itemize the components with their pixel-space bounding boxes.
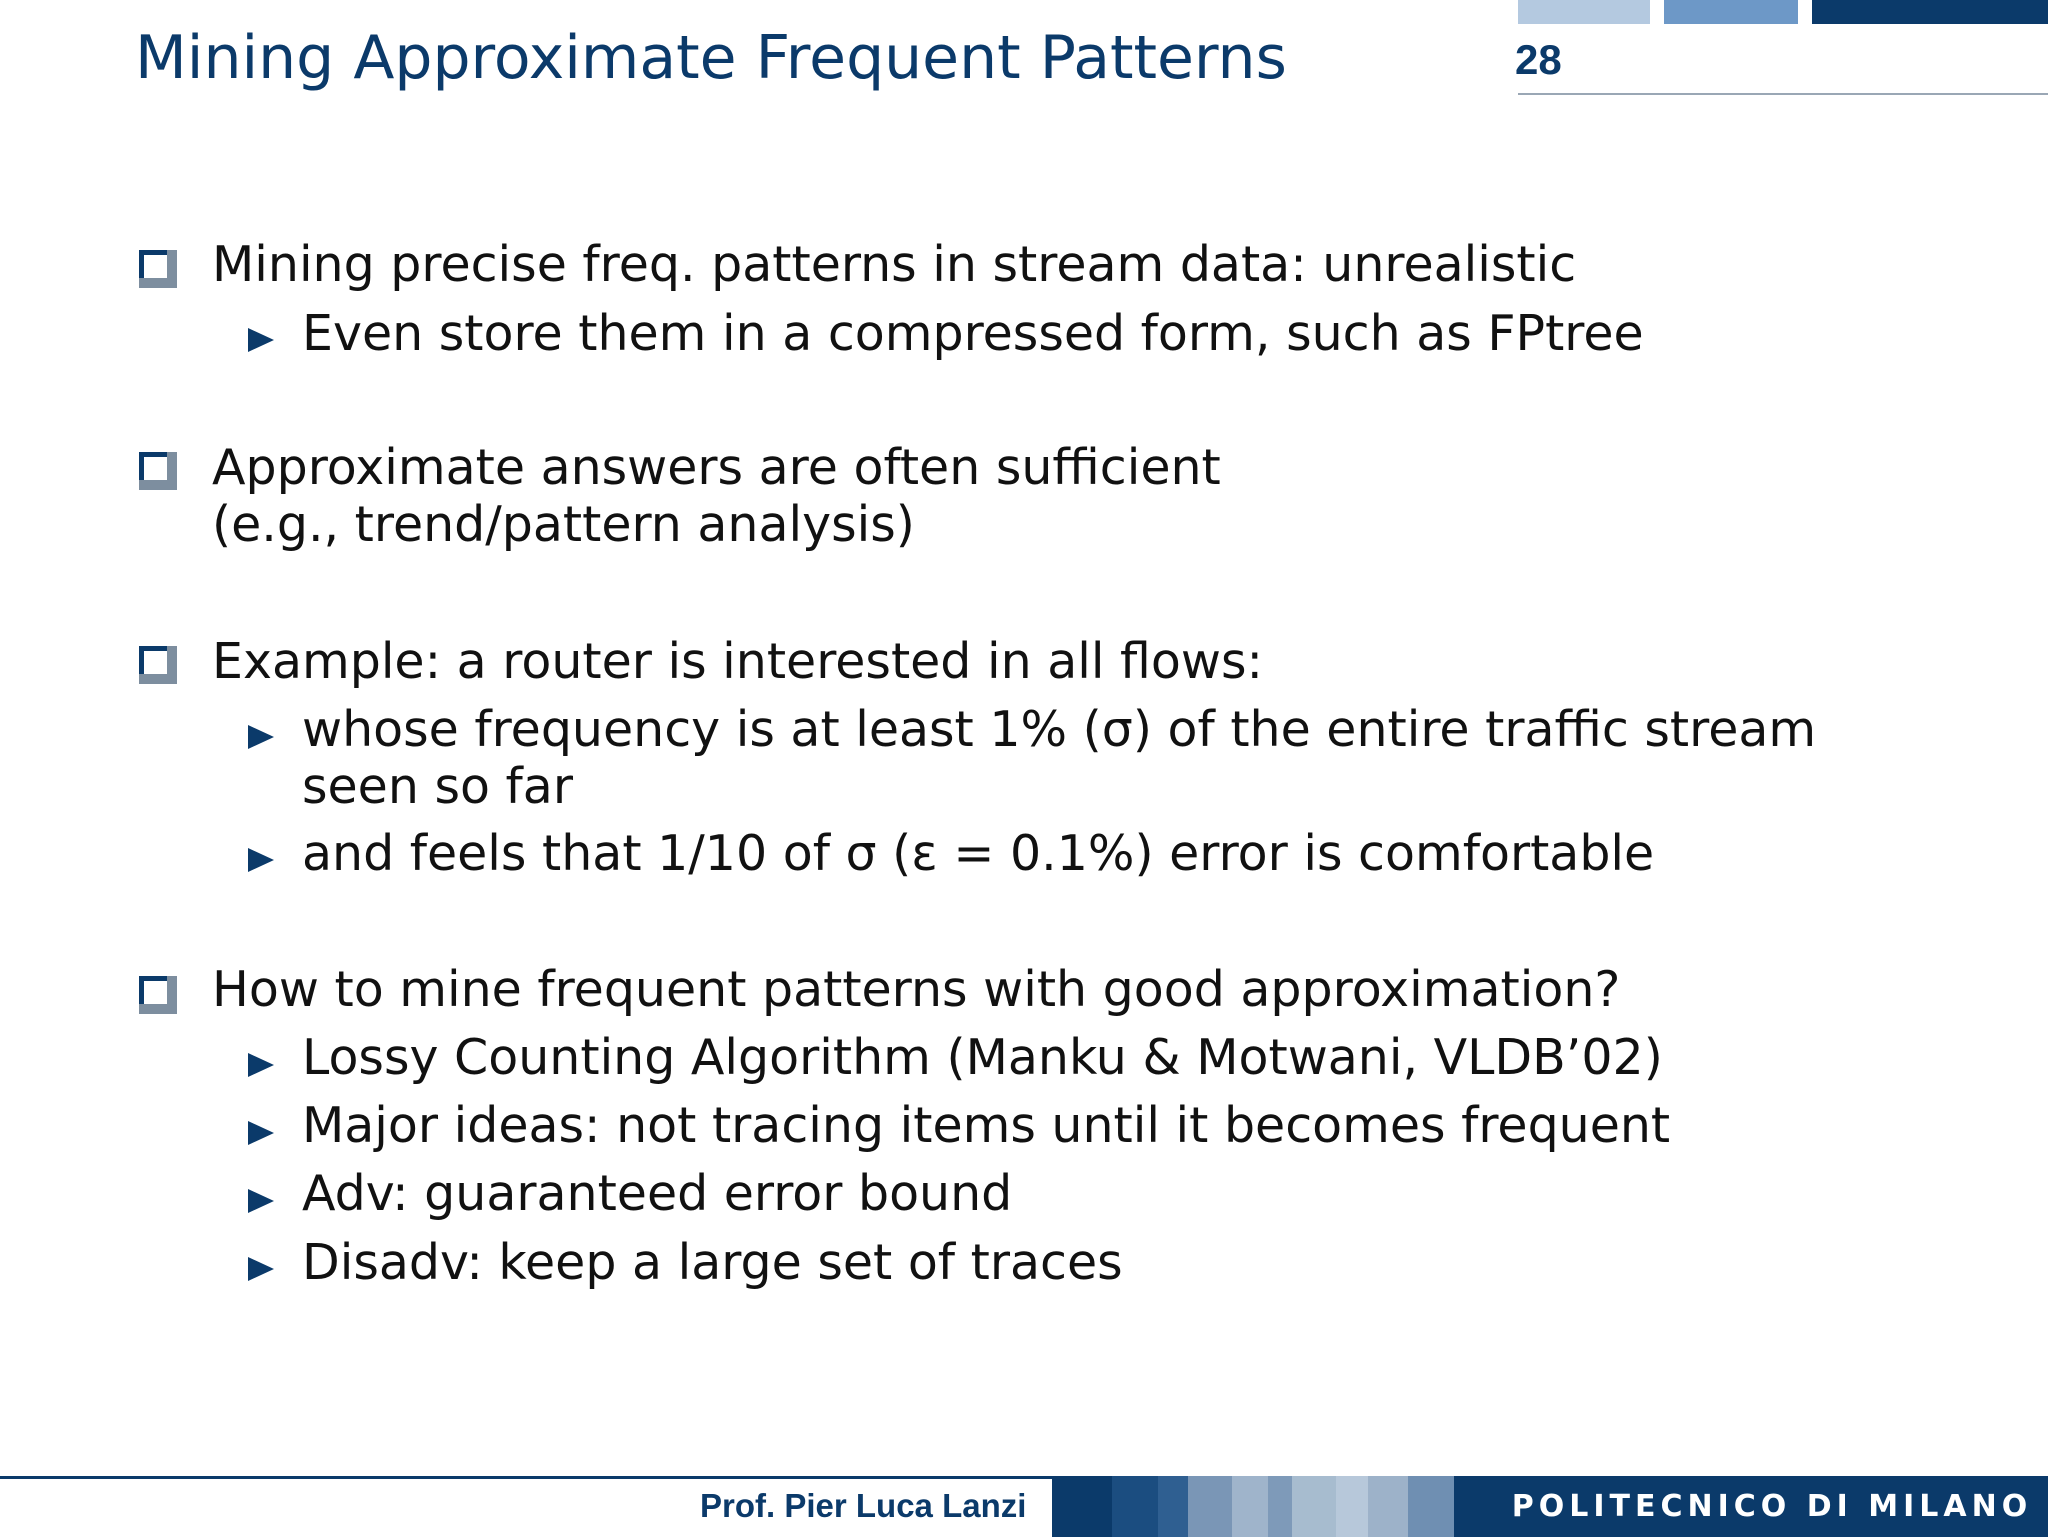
arrow-bullet-icon — [248, 725, 274, 749]
sub-bullet-text: Adv: guaranteed error bound — [302, 1165, 1013, 1222]
sub-bullet-text: whose frequency is at least 1% (σ) of the entire traffic stream — [302, 701, 1817, 758]
slide-title: Mining Approximate Frequent Patterns — [135, 23, 1287, 93]
sub-bullet-text: Disadv: keep a large set of traces — [302, 1234, 1123, 1291]
arrow-bullet-icon — [248, 848, 274, 872]
slide-number: 28 — [1515, 36, 1562, 83]
checkbox-bullet-icon — [139, 250, 172, 283]
sub-bullet-text: Even store them in a compressed form, such as FPtree — [302, 305, 1644, 362]
footer-author: Prof. Pier Luca Lanzi — [700, 1487, 1027, 1524]
arrow-bullet-icon — [248, 1257, 274, 1281]
institution-logo-text — [1496, 1476, 2048, 1537]
checkbox-bullet-icon — [139, 646, 172, 679]
bullet-text: How to mine frequent patterns with good approximation? — [212, 961, 1621, 1018]
checkbox-bullet-icon — [139, 452, 172, 485]
institution-name: POLITECNICO DI MILANO — [1511, 1489, 2033, 1524]
arrow-bullet-icon — [248, 328, 274, 352]
bullet-text: Example: a router is interested in all flows: — [212, 633, 1264, 690]
arrow-bullet-icon — [248, 1121, 274, 1145]
checkbox-bullet-icon — [139, 976, 172, 1009]
arrow-bullet-icon — [248, 1189, 274, 1213]
sub-bullet-text: Lossy Counting Algorithm (Manku & Motwani, VLDB’02) — [302, 1029, 1663, 1086]
sub-bullet-text: and feels that 1/10 of σ (ε = 0.1%) error is comfortable — [302, 825, 1655, 882]
sub-bullet-text-continued: seen so far — [302, 758, 573, 815]
bullet-text: Approximate answers are often sufficient — [212, 439, 1221, 496]
sub-bullet-text: Major ideas: not tracing items until it becomes frequent — [302, 1097, 1671, 1154]
arrow-bullet-icon — [248, 1053, 274, 1077]
bullet-text: Mining precise freq. patterns in stream data: unrealistic — [212, 236, 1577, 293]
bullet-text-continued: (e.g., trend/pattern analysis) — [212, 496, 915, 553]
